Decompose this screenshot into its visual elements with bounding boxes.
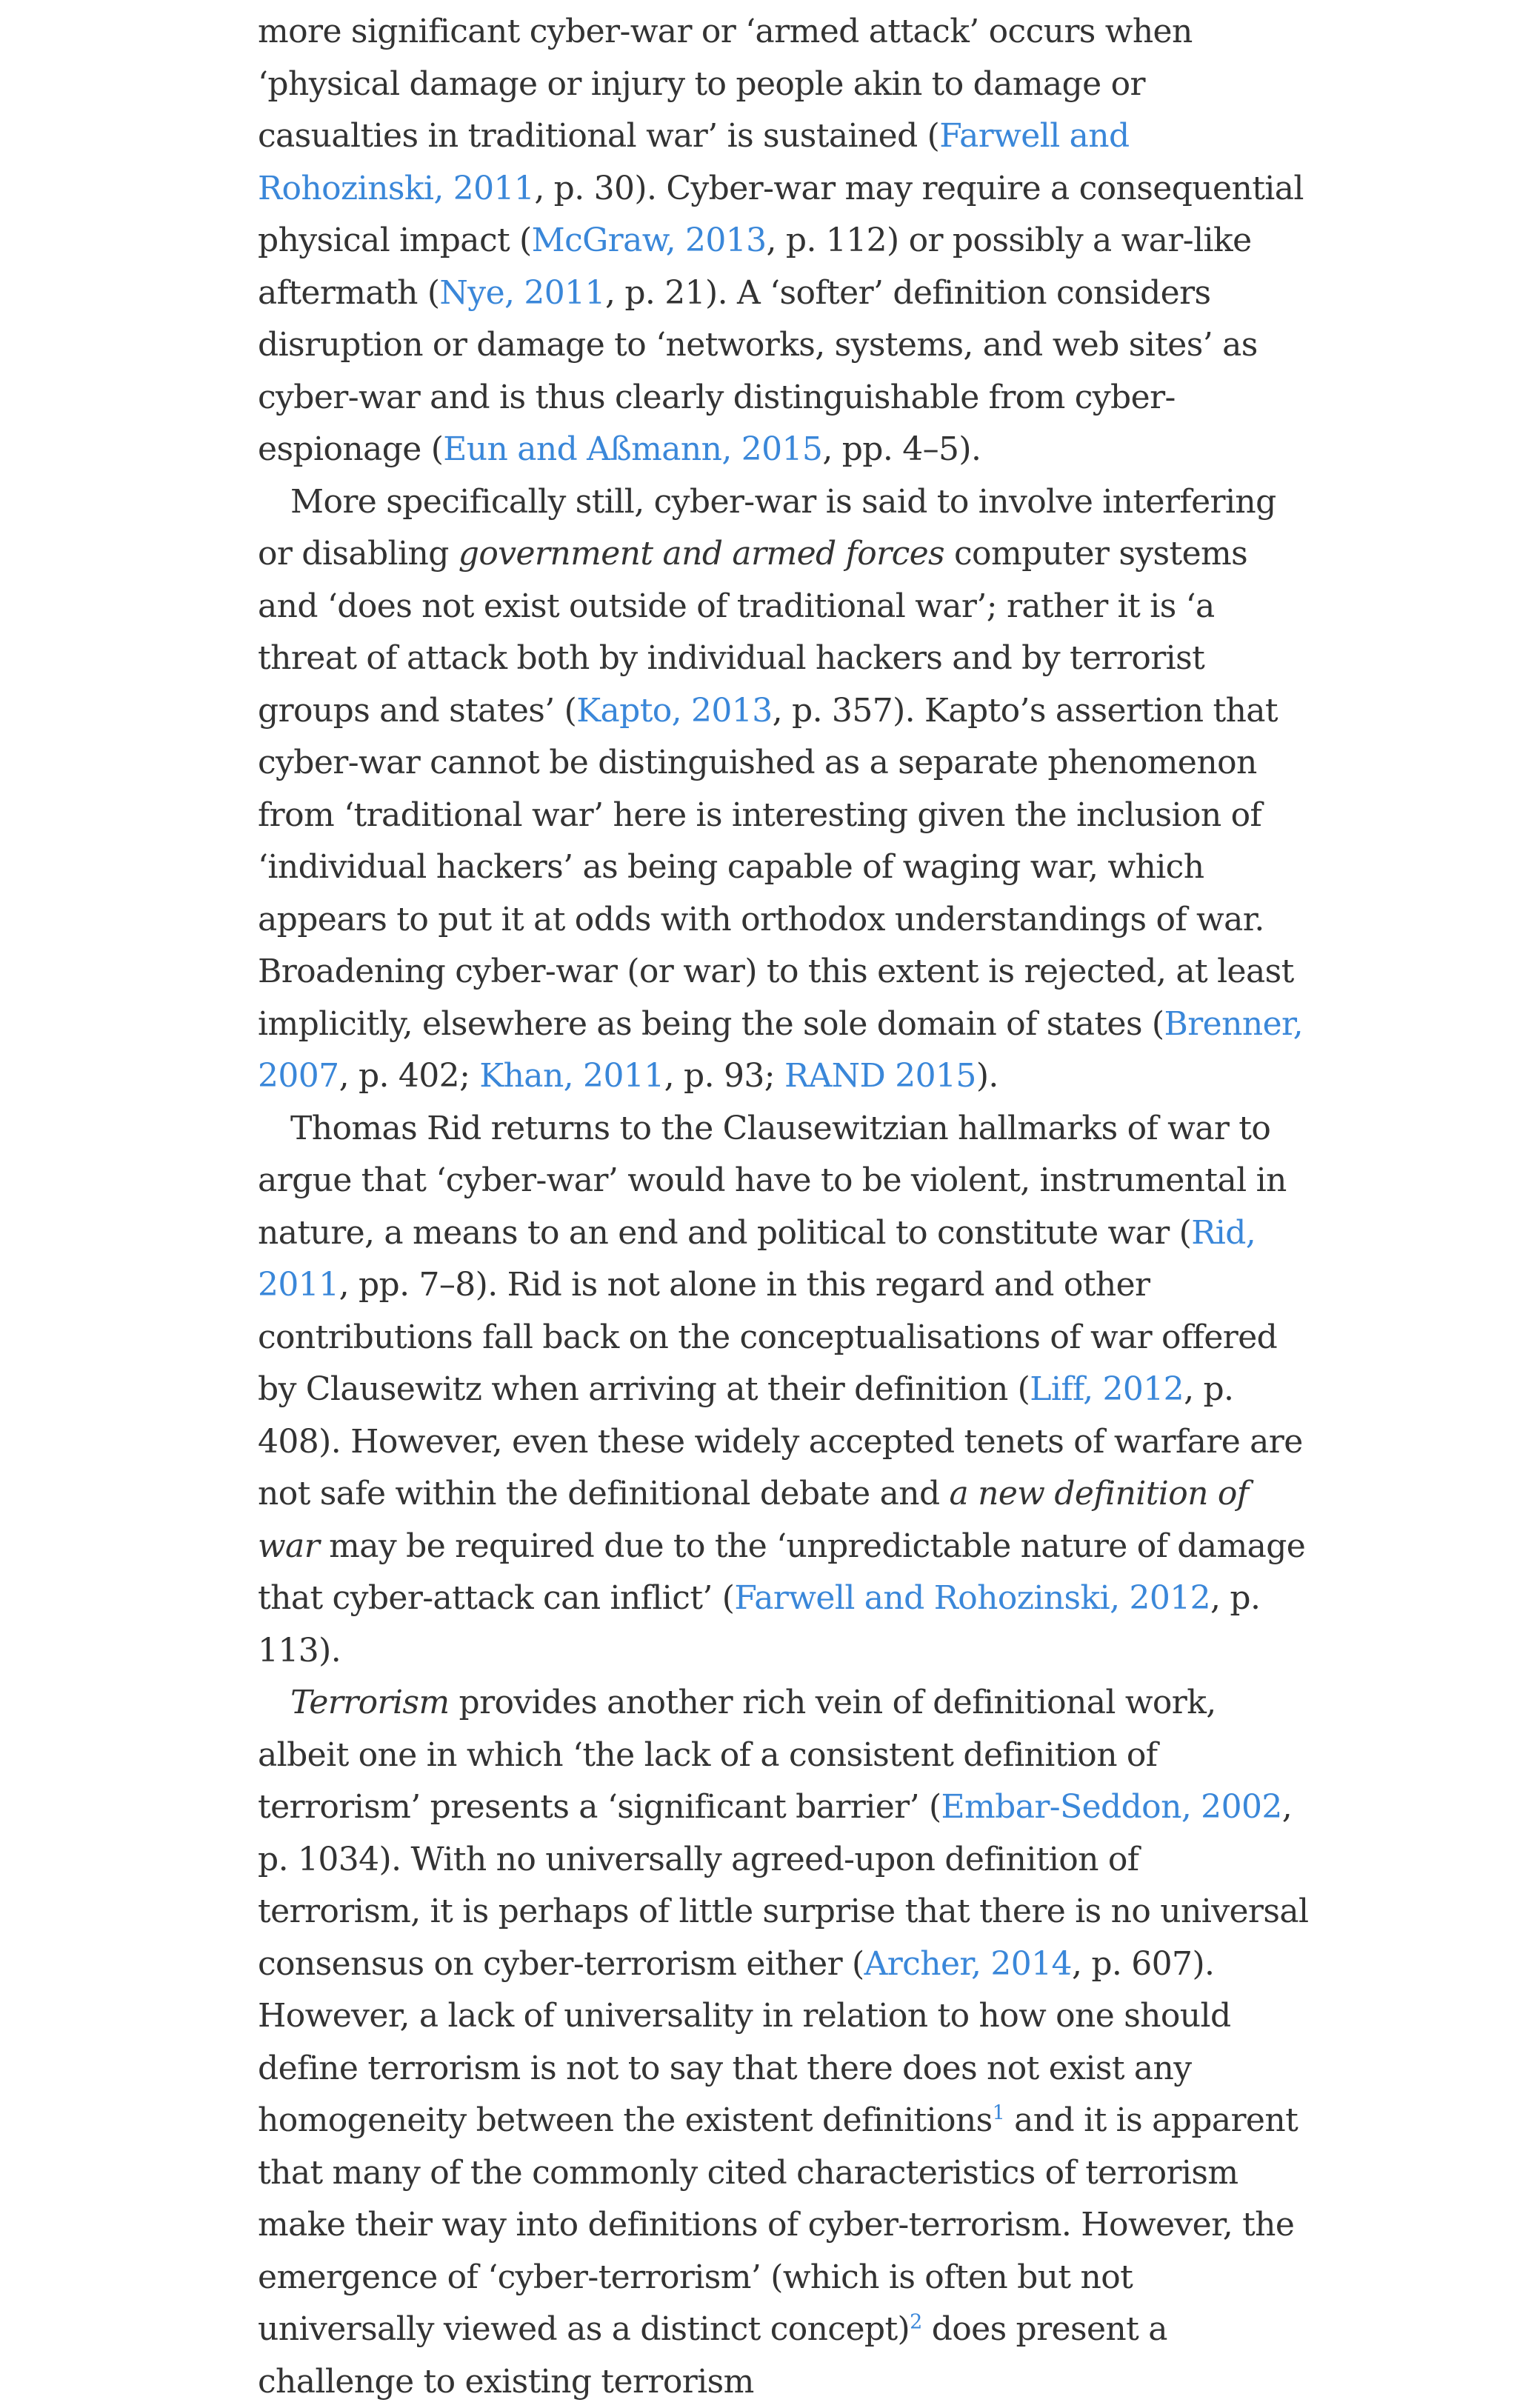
body-text: ). — [976, 1057, 998, 1095]
paragraph-cyber-war-specific — [258, 476, 1310, 1103]
paragraph-clausewitz — [258, 1103, 1310, 1678]
citation-link[interactable]: Khan, 2011 — [479, 1057, 664, 1095]
citation-link[interactable]: Farwell and Rohozinski, 2012 — [734, 1579, 1211, 1617]
body-text: Thomas Rid returns to the Clausewitzian hallmarks of war to argue that ‘cyber-war’ would have to be violent, instrumental in nature, a means to an end and political to constitute war ( — [258, 1109, 1287, 1252]
emphasis-text: Terrorism — [290, 1684, 450, 1721]
paragraph-cyber-war-definitions — [258, 6, 1310, 476]
body-text: , p. 112) or possibly a war-like aftermath ( — [258, 221, 1252, 312]
body-text: more significant cyber-war or ‘armed attack’ occurs when ‘physical damage or injury to people akin to damage or casualties in traditional war’ is sustained ( — [258, 13, 1193, 155]
body-text: , p. 30). Cyber-war may require a consequential physical impact ( — [258, 169, 1304, 259]
body-text: , p. 408). However, even these widely accepted tenets of warfare are not safe within the definitional debate and — [258, 1370, 1303, 1512]
citation-link[interactable]: Brenner, 2007 — [258, 1004, 1304, 1095]
body-text: , p. 1034). With no universally agreed-upon definition of terrorism, it is perhaps of little surprise that there is no universal consensus on cyber-terrorism either ( — [258, 1788, 1309, 1983]
body-text: , pp. 7–8). Rid is not alone in this regard and other contributions fall back on the conceptualisations of war offered by Clausewitz when arriving at their definition ( — [258, 1266, 1278, 1408]
body-text: computer systems and ‘does not exist outside of traditional war’; rather it is ‘a threat of attack both by individual hackers and by terrorist groups and states’ ( — [258, 535, 1248, 730]
body-text: , p. 21). A ‘softer’ definition considers disruption or damage to ‘networks, systems, and web sites’ as cyber-war and is thus clearly distinguishable from cyber-espionage ( — [258, 273, 1258, 468]
citation-link[interactable]: Farwell and Rohozinski, 2011 — [258, 117, 1130, 207]
body-text: provides another rich vein of definitional work, albeit one in which ‘the lack of a consistent definition of terrorism’ presents a ‘significant barrier’ ( — [258, 1684, 1216, 1826]
footnote-ref[interactable]: 1 — [992, 2101, 1005, 2125]
body-text: does present a challenge to existing terrorism — [258, 2310, 1167, 2401]
citation-link[interactable]: Kapto, 2013 — [576, 691, 773, 730]
citation-link[interactable]: Embar-Seddon, 2002 — [941, 1788, 1282, 1826]
body-text: may be required due to the ‘unpredictable nature of damage that cyber-attack can inflict’ ( — [258, 1527, 1306, 1617]
citation-link[interactable]: Liff, 2012 — [1030, 1370, 1184, 1408]
citation-link[interactable]: Archer, 2014 — [864, 1944, 1072, 1983]
body-text: , p. 93; — [664, 1057, 784, 1095]
article-body — [258, 6, 1310, 2408]
footnote-ref[interactable]: 2 — [910, 2310, 922, 2334]
emphasis-text: a new definition of war — [258, 1475, 1249, 1565]
citation-link[interactable]: RAND 2015 — [784, 1057, 976, 1095]
citation-link[interactable]: McGraw, 2013 — [531, 221, 767, 259]
body-text: and it is apparent that many of the commonly cited characteristics of terrorism make their way into definitions of cyber-terrorism. However, the emergence of ‘cyber-terrorism’ (which is often but not universally viewed as a distinct concept) — [258, 2101, 1298, 2348]
body-text: More specifically still, cyber-war is said to involve interfering or disabling — [258, 482, 1276, 573]
citation-link[interactable]: Eun and Aßmann, 2015 — [443, 430, 823, 468]
citation-link[interactable]: Rid, 2011 — [258, 1213, 1256, 1304]
citation-link[interactable]: Nye, 2011 — [439, 273, 605, 312]
body-text: , p. 607). However, a lack of universality in relation to how one should define terrorism is not to say that there does not exist any homogeneity between the existent definitions — [258, 1944, 1231, 2139]
body-text: , p. 402; — [339, 1057, 480, 1095]
body-text: , p. 113). — [258, 1579, 1261, 1670]
body-text: , p. 357). Kapto’s assertion that cyber-war cannot be distinguished as a separate phenomenon from ‘traditional war’ here is interesting given the inclusion of ‘individual hackers’ as being capable of waging war, which appears to put it at odds with orthodox understandings of war. Broadening cyber-war (or war) to this extent is rejected, at least implicitly, elsewhere as being the sole domain of states ( — [258, 691, 1294, 1043]
paragraph-terrorism — [258, 1677, 1310, 2408]
body-text: , pp. 4–5). — [822, 430, 981, 468]
emphasis-text: government and armed forces — [458, 535, 945, 573]
